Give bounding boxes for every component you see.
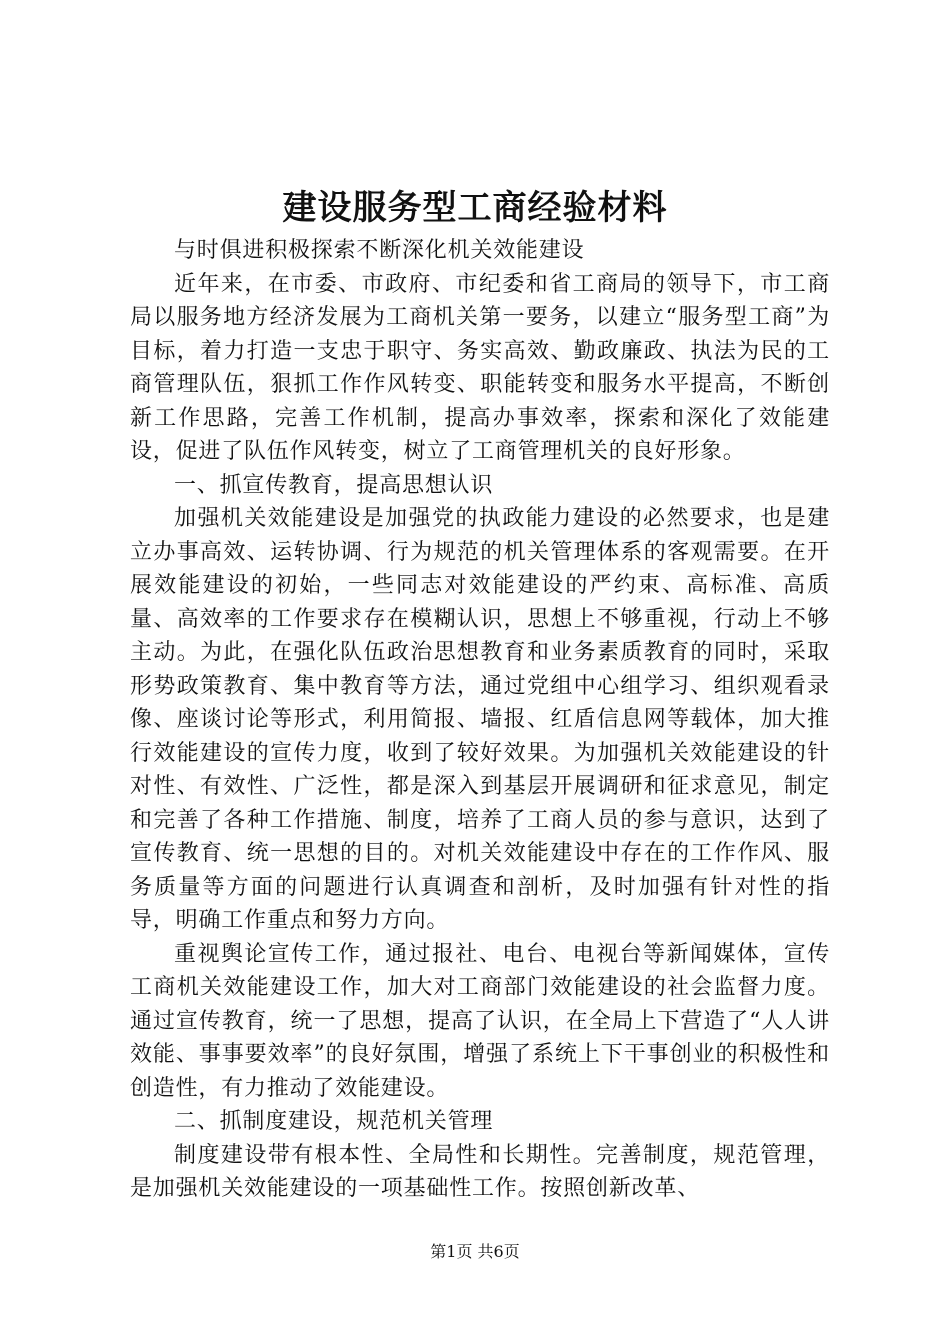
page-number-footer: 第1页 共6页	[430, 1242, 520, 1261]
section-1-paragraph-1: 加强机关效能建设是加强党的执政能力建设的必然要求，也是建立办事高效、运转协调、行为规范的机关管理体系的客观需要。在开展效能建设的初始，一些同志对效能建设的严约束、高标准、高质量、高效率的工作要求存在模糊认识，思想上不够重视，行动上不够主动。为此，在强化队伍政治思想教育和业务素质教育的同时，采取形势政策教育、集中教育等方法，通过党组中心组学习、组织观看录像、座谈讨论等形式，利用简报、墙报、红盾信息网等载体，加大推行效能建设的宣传力度，收到了较好效果。为加强机关效能建设的针对性、有效性、广泛性，都是深入到基层开展调研和征求意见，制定和完善了各种工作措施、制度，培养了工商人员的参与意识，达到了宣传教育、统一思想的目的。对机关效能建设中存在的工作作风、服务质量等方面的问题进行认真调查和剖析，及时加强有针对性的指导，明确工作重点和努力方向。	[130, 506, 830, 933]
subtitle-heading: 与时俱进积极探索不断深化机关效能建设	[174, 238, 585, 263]
intro-paragraph: 近年来，在市委、市政府、市纪委和省工商局的领导下，市工商局以服务地方经济发展为工商机关第一要务，以建立“服务型工商”为目标，着力打造一支忠于职守、务实高效、勤政廉政、执法为民的工商管理队伍，狠抓工作作风转变、职能转变和服务水平提高，不断创新工作思路，完善工作机制，提高办事效率，探索和深化了效能建设，促进了队伍作风转变，树立了工商管理机关的良好形象。	[130, 271, 830, 464]
document-title: 建设服务型工商经验材料	[282, 188, 668, 228]
section-heading-1: 一、抓宣传教育，提高思想认识	[174, 472, 494, 498]
section-2-paragraph-1: 制度建设带有根本性、全局性和长期性。完善制度，规范管理，是加强机关效能建设的一项基础性工作。按照创新改革、	[130, 1142, 830, 1201]
section-heading-2: 二、抓制度建设，规范机关管理	[174, 1109, 494, 1134]
document-body	[130, 234, 830, 1206]
section-1-paragraph-2: 重视舆论宣传工作，通过报社、电台、电视台等新闻媒体，宣传工商机关效能建设工作，加大对工商部门效能建设的社会监督力度。通过宣传教育，统一了思想，提高了认识，在全局上下营造了“人人讲效能、事事要效率”的良好氛围，增强了系统上下干事创业的积极性和创造性，有力推动了效能建设。	[130, 941, 830, 1101]
